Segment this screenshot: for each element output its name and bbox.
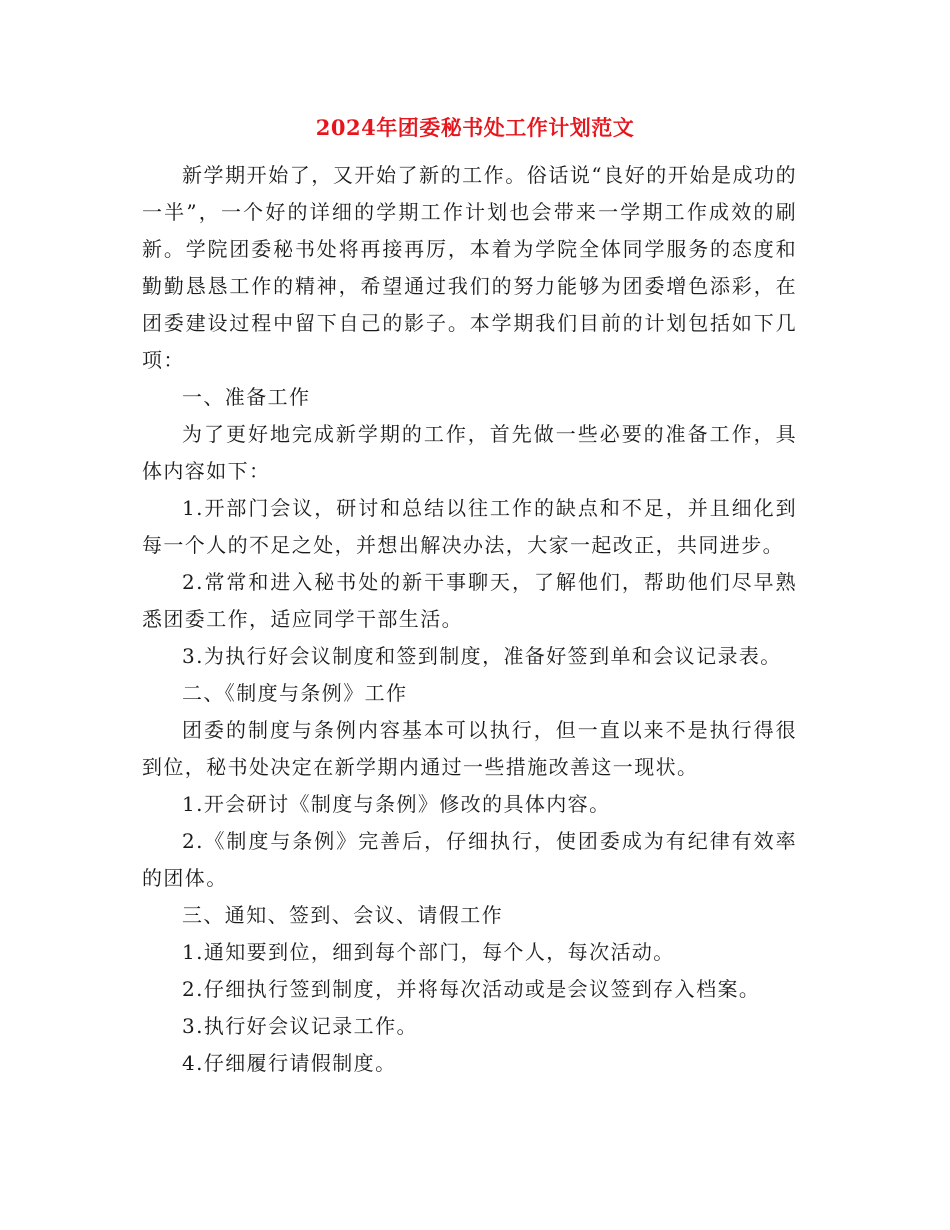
document-title: 2024年团委秘书处工作计划范文 bbox=[315, 115, 635, 140]
section-heading-regulations: 二、《制度与条例》工作 bbox=[182, 681, 408, 705]
list-item: 2.《制度与条例》完善后，仔细执行，使团委成为有纪律有效率的团体。 bbox=[142, 829, 797, 890]
paragraph-preparation: 为了更好地完成新学期的工作，首先做一些必要的准备工作，具体内容如下： bbox=[142, 422, 797, 483]
paragraph-intro: 新学期开始了，又开始了新的工作。俗话说“良好的开始是成功的一半”，一个好的详细的学期工作计划也会带来一学期工作成效的刷新。学院团委秘书处将再接再厉，本着为学院全体同学服务的态度和勤勤恳恳工作的精神，希望通过我们的努力能够为团委增色添彩，在团委建设过程中留下自己的影子。本学期我们目前的计划包括如下几项： bbox=[142, 163, 797, 372]
paragraph-regulations: 团委的制度与条例内容基本可以执行，但一直以来不是执行得很到位，秘书处决定在新学期内通过一些措施改善这一现状。 bbox=[142, 718, 797, 779]
section-heading-notices: 三、通知、签到、会议、请假工作 bbox=[182, 903, 503, 927]
section-heading-preparation: 一、准备工作 bbox=[182, 385, 311, 409]
list-item: 2.仔细执行签到制度，并将每次活动或是会议签到存入档案。 bbox=[182, 977, 761, 1001]
list-item: 4.仔细履行请假制度。 bbox=[182, 1051, 397, 1075]
document-body bbox=[142, 157, 797, 1082]
list-item: 1.通知要到位，细到每个部门，每个人，每次活动。 bbox=[182, 940, 675, 964]
list-item: 1.开部门会议，研讨和总结以往工作的缺点和不足，并且细化到每一个人的不足之处，并想出解决办法，大家一起改正，共同进步。 bbox=[142, 496, 797, 557]
list-item: 3.为执行好会议制度和签到制度，准备好签到单和会议记录表。 bbox=[182, 644, 782, 668]
list-item: 2.常常和进入秘书处的新干事聊天，了解他们，帮助他们尽早熟悉团委工作，适应同学干部生活。 bbox=[142, 570, 797, 631]
list-item: 1.开会研讨《制度与条例》修改的具体内容。 bbox=[182, 792, 611, 816]
list-item: 3.执行好会议记录工作。 bbox=[182, 1014, 418, 1038]
